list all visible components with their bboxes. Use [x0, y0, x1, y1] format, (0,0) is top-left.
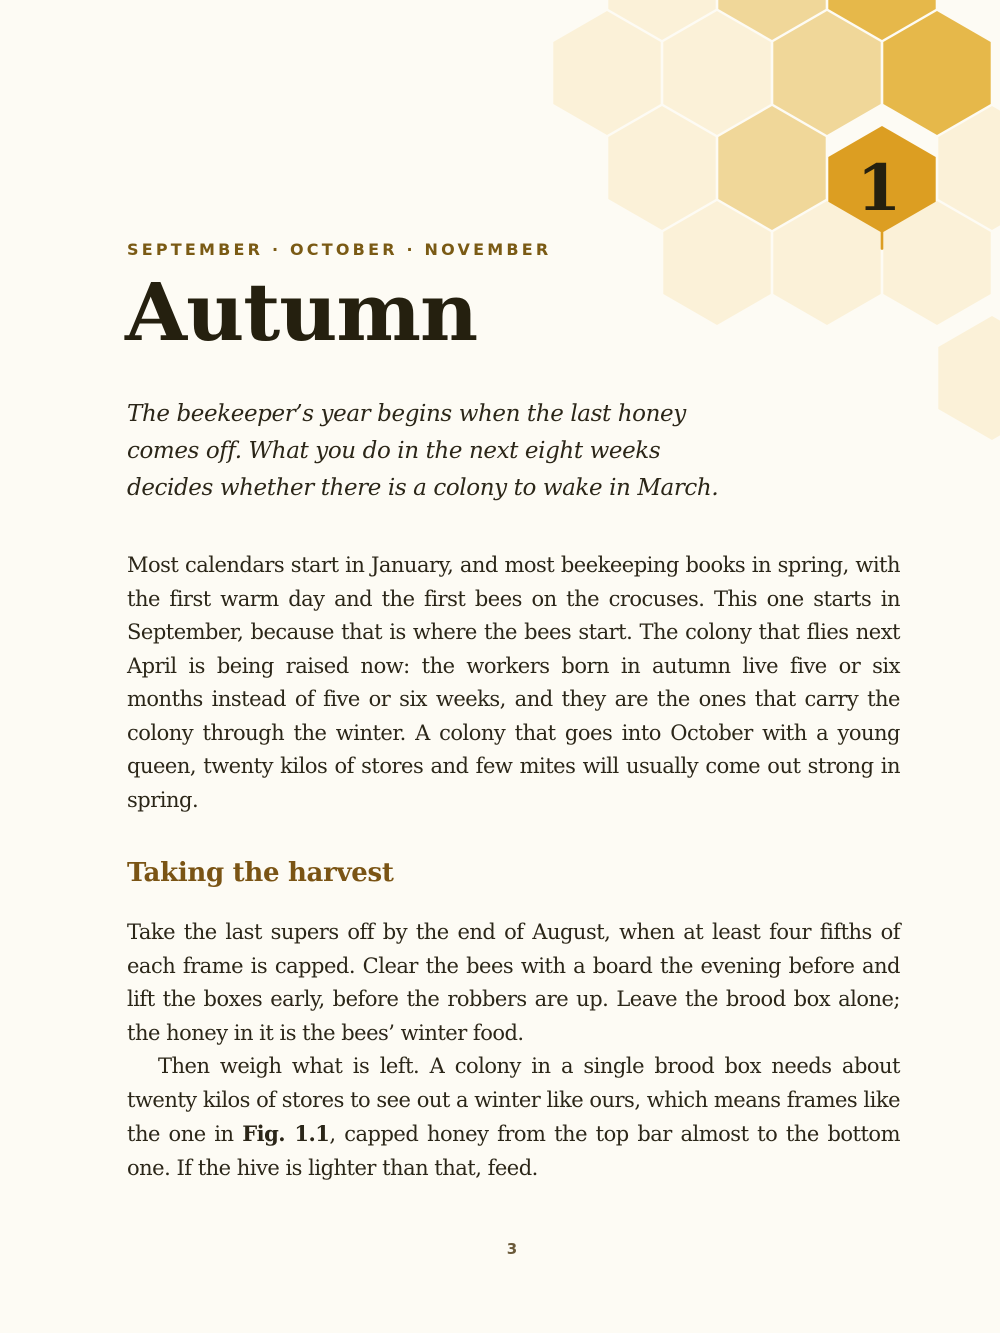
body-paragraph-1: Most calendars start in January, and most beekeeping books in spring, with the first warm day and the first bees on the crocuses. This one starts in September, because that is where the bees start. The colony that flies next April is being raised now: the workers born in autumn live five or six months instead of five or six weeks, and they are the ones that carry the colony through the winter. A colony that goes into October with a young queen, twenty kilos of stores and few mites will usually come out strong in spring. [127, 553, 900, 812]
chapter-months: SEPTEMBER · OCTOBER · NOVEMBER [127, 240, 552, 259]
body-paragraph-2: Take the last supers off by the end of August, when at least four fifths of each frame is capped. Clear the bees with a board the evening before and lift the boxes early, before the robbers are up. Leave the brood box alone; the honey in it is the bees’ winter food. [127, 920, 900, 1045]
chapter-lede: The beekeeper’s year begins when the last honey comes off. What you do in the next eight weeks decides whether there is a colony to wake in March. [127, 401, 719, 501]
body-paragraph-3 [127, 1050, 900, 1185]
section-heading: Taking the harvest [127, 858, 394, 888]
chapter-title: Autumn [125, 265, 478, 359]
paragraph-3-text-after: , capped honey from the top bar almost to the bottom one. If the hive is lighter than that, feed. [127, 1122, 900, 1180]
figure-reference-link[interactable]: Fig. 1.1 [242, 1121, 330, 1146]
paragraph-3-text-before: Then weigh what is left. A colony in a single brood box needs about twenty kilos of stores to see out a winter like ours, which means frames like the one in [127, 1054, 900, 1146]
honeycomb-hexagon [938, 316, 1000, 440]
chapter-number: 1 [856, 151, 902, 226]
page-number: 3 [506, 1240, 518, 1258]
honeycomb-decoration [0, 0, 1000, 460]
